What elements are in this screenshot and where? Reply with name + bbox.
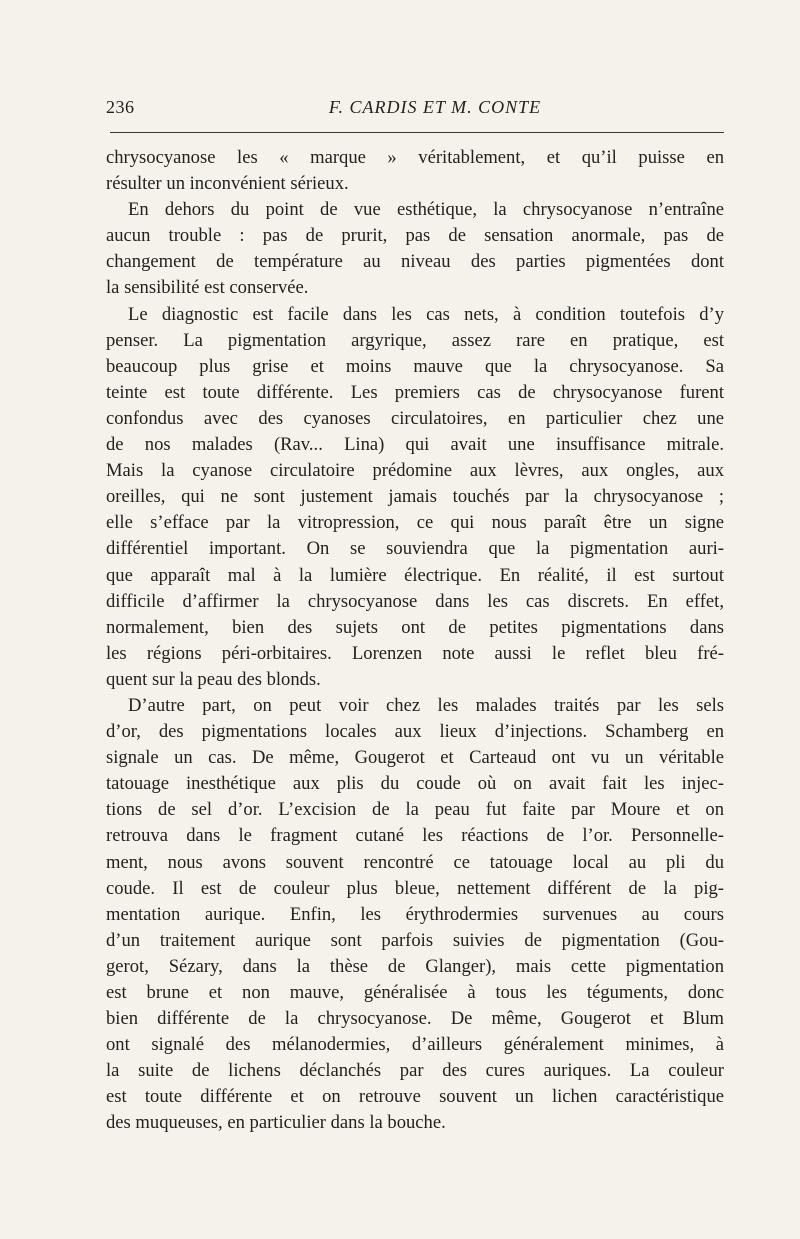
text-line: coude. Il est de couleur plus bleue, nettement différent de la pig- bbox=[106, 877, 724, 899]
text-line: Mais la cyanose circulatoire prédomine aux lèvres, aux ongles, aux bbox=[106, 460, 724, 482]
text-line: penser. La pigmentation argyrique, assez rare en pratique, est bbox=[106, 329, 724, 351]
text-line: que apparaît mal à la lumière électrique. En réalité, il est surtout bbox=[106, 564, 724, 586]
text-line: teinte est toute différente. Les premiers cas de chrysocyanose furent bbox=[106, 381, 724, 403]
text-line: elle s’efface par la vitropression, ce qui nous paraît être un signe bbox=[106, 512, 724, 534]
book-page bbox=[106, 96, 724, 1137]
text-line: confondus avec des cyanoses circulatoires, en particulier chez une bbox=[106, 407, 724, 429]
text-line: différentiel important. On se souviendra que la pigmentation auri- bbox=[106, 538, 724, 560]
text-line: tatouage inesthétique aux plis du coude où on avait fait les injec- bbox=[106, 773, 724, 795]
text-line: mentation aurique. Enfin, les érythrodermies survenues au cours bbox=[106, 903, 724, 925]
text-line: est brune et non mauve, généralisée à tous les téguments, donc bbox=[106, 982, 724, 1003]
text-line: changement de température au niveau des parties pigmentées dont bbox=[106, 251, 724, 273]
page-number: 236 bbox=[106, 97, 135, 117]
text-line: normalement, bien des sujets ont de petites pigmentations dans bbox=[106, 616, 724, 638]
text-line: En dehors du point de vue esthétique, la chrysocyanose n’entraîne bbox=[128, 199, 724, 221]
body-text bbox=[106, 145, 724, 1137]
text-line: retrouva dans le fragment cutané les réactions de l’or. Personnelle- bbox=[106, 825, 724, 847]
text-line: oreilles, qui ne sont justement jamais touchés par la chrysocyanose ; bbox=[106, 486, 724, 508]
text-line: quent sur la peau des blonds. bbox=[106, 668, 321, 690]
text-line: d’or, des pigmentations locales aux lieux d’injections. Schamberg en bbox=[106, 721, 724, 743]
text-line: est toute différente et on retrouve souvent un lichen caractéristique bbox=[106, 1086, 724, 1108]
text-line: ment, nous avons souvent rencontré ce tatouage local au pli du bbox=[106, 851, 724, 873]
text-line: Le diagnostic est facile dans les cas nets, à condition toutefois d’y bbox=[128, 303, 724, 325]
running-head bbox=[106, 96, 724, 126]
text-line: résulter un inconvénient sérieux. bbox=[106, 173, 349, 195]
text-line: gerot, Sézary, dans la thèse de Glanger), mais cette pigmentation bbox=[106, 955, 724, 977]
text-line: difficile d’affirmer la chrysocyanose dans les cas discrets. En effet, bbox=[106, 590, 724, 612]
text-line: beaucoup plus grise et moins mauve que la chrysocyanose. Sa bbox=[106, 355, 724, 377]
text-line: D’autre part, on peut voir chez les malades traités par les sels bbox=[128, 694, 724, 716]
text-line: la sensibilité est conservée. bbox=[106, 277, 309, 299]
text-line: ont signalé des mélanodermies, d’ailleurs généralement minimes, à bbox=[106, 1034, 724, 1056]
text-line: tions de sel d’or. L’excision de la peau fut faite par Moure et on bbox=[106, 799, 724, 821]
text-line: d’un traitement aurique sont parfois suivies de pigmentation (Gou- bbox=[106, 929, 724, 951]
text-line: la suite de lichens déclanchés par des cures auriques. La couleur bbox=[106, 1060, 724, 1082]
header-rule bbox=[110, 132, 724, 133]
text-line: les régions péri-orbitaires. Lorenzen note aussi le reflet bleu fré- bbox=[106, 642, 724, 664]
text-line: aucun trouble : pas de prurit, pas de sensation anormale, pas de bbox=[106, 225, 724, 247]
text-line: de nos malades (Rav... Lina) qui avait une insuffisance mitrale. bbox=[106, 434, 724, 456]
text-line: bien différente de la chrysocyanose. De même, Gougerot et Blum bbox=[106, 1008, 724, 1030]
text-line: des muqueuses, en particulier dans la bouche. bbox=[106, 1112, 446, 1134]
text-line: signale un cas. De même, Gougerot et Carteaud ont vu un véritable bbox=[106, 747, 724, 769]
text-line: chrysocyanose les « marque » véritablement, et qu’il puisse en bbox=[106, 147, 724, 168]
running-head-title: F. CARDIS ET M. CONTE bbox=[328, 97, 542, 117]
